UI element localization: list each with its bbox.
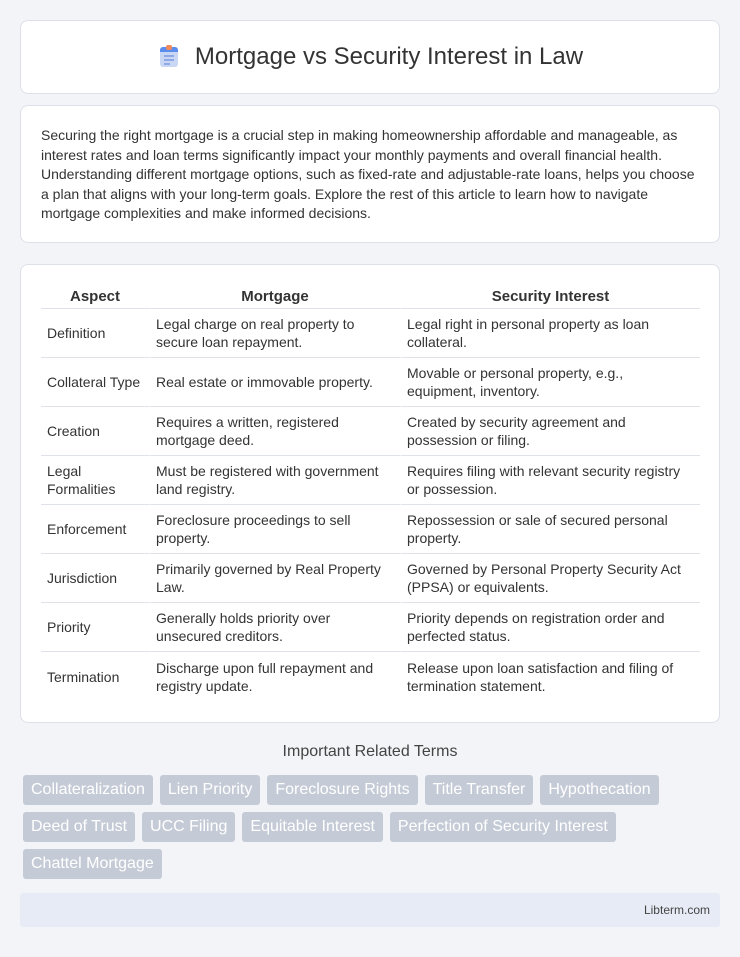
document-icon [157, 45, 181, 69]
cell-mortgage: Real estate or immovable property. [149, 358, 400, 407]
cell-security-interest: Release upon loan satisfaction and filing of termination statement. [400, 652, 700, 701]
table-row [41, 505, 700, 554]
tag-hypothecation[interactable]: Hypothecation [540, 775, 658, 805]
cell-mortgage: Requires a written, registered mortgage deed. [149, 407, 400, 456]
cell-security-interest: Requires filing with relevant security registry or possession. [400, 456, 700, 505]
comparison-card [20, 264, 720, 723]
cell-security-interest: Priority depends on registration order and perfected status. [400, 603, 700, 652]
table-row [41, 554, 700, 603]
cell-mortgage: Primarily governed by Real Property Law. [149, 554, 400, 603]
tag-foreclosure-rights[interactable]: Foreclosure Rights [267, 775, 417, 805]
table-row [41, 603, 700, 652]
header-aspect: Aspect [41, 285, 149, 309]
cell-security-interest: Repossession or sale of secured personal property. [400, 505, 700, 554]
tag-deed-of-trust[interactable]: Deed of Trust [23, 812, 135, 842]
cell-mortgage: Legal charge on real property to secure loan repayment. [149, 309, 400, 358]
cell-mortgage: Discharge upon full repayment and registry update. [149, 652, 400, 701]
cell-aspect: Jurisdiction [41, 554, 149, 603]
related-terms-list [23, 775, 723, 886]
table-row [41, 309, 700, 358]
header-security-interest: Security Interest [400, 285, 700, 309]
related-terms-title: Important Related Terms [282, 743, 458, 760]
cell-security-interest: Governed by Personal Property Security Act (PPSA) or equivalents. [400, 554, 700, 603]
intro-paragraph: Securing the right mortgage is a crucial step in making homeownership affordable and manageable, as interest rates and loan terms significantly impact your monthly payments and overall financial health. Understanding different mortgage options, such as fixed-rate and adjustable-rate loans, helps you choose a plan that aligns with your long-term goals. Explore the rest of this article to learn how to navigate mortgage complexities and make informed decisions. [41, 127, 695, 221]
cell-aspect: Enforcement [41, 505, 149, 554]
intro-card [20, 105, 720, 243]
comparison-table [41, 285, 700, 701]
cell-aspect: Priority [41, 603, 149, 652]
cell-security-interest: Legal right in personal property as loan collateral. [400, 309, 700, 358]
page-title: Mortgage vs Security Interest in Law [194, 43, 584, 70]
cell-aspect: Collateral Type [41, 358, 149, 407]
footer-site-link[interactable]: Libterm.com [643, 903, 710, 917]
cell-aspect: Creation [41, 407, 149, 456]
tag-lien-priority[interactable]: Lien Priority [160, 775, 260, 805]
cell-aspect: Legal Formalities [41, 456, 149, 505]
tag-collateralization[interactable]: Collateralization [23, 775, 153, 805]
tag-chattel-mortgage[interactable]: Chattel Mortgage [23, 849, 162, 879]
header-mortgage: Mortgage [149, 285, 400, 309]
table-row [41, 652, 700, 701]
cell-mortgage: Generally holds priority over unsecured creditors. [149, 603, 400, 652]
table-row [41, 456, 700, 505]
cell-aspect: Termination [47, 668, 120, 685]
cell-aspect: Definition [41, 309, 149, 358]
cell-mortgage: Foreclosure proceedings to sell property. [149, 505, 400, 554]
tag-equitable-interest[interactable]: Equitable Interest [242, 812, 383, 842]
title-card [20, 20, 720, 94]
tag-ucc-filing[interactable]: UCC Filing [142, 812, 235, 842]
table-row [41, 407, 700, 456]
footer [20, 893, 720, 927]
table-row [41, 358, 700, 407]
table-header-row [41, 285, 700, 309]
cell-security-interest: Created by security agreement and possession or filing. [400, 407, 700, 456]
tag-title-transfer[interactable]: Title Transfer [425, 775, 534, 805]
cell-mortgage: Must be registered with government land registry. [149, 456, 400, 505]
cell-security-interest: Movable or personal property, e.g., equipment, inventory. [400, 358, 700, 407]
tag-perfection-of-security-interest[interactable]: Perfection of Security Interest [390, 812, 616, 842]
